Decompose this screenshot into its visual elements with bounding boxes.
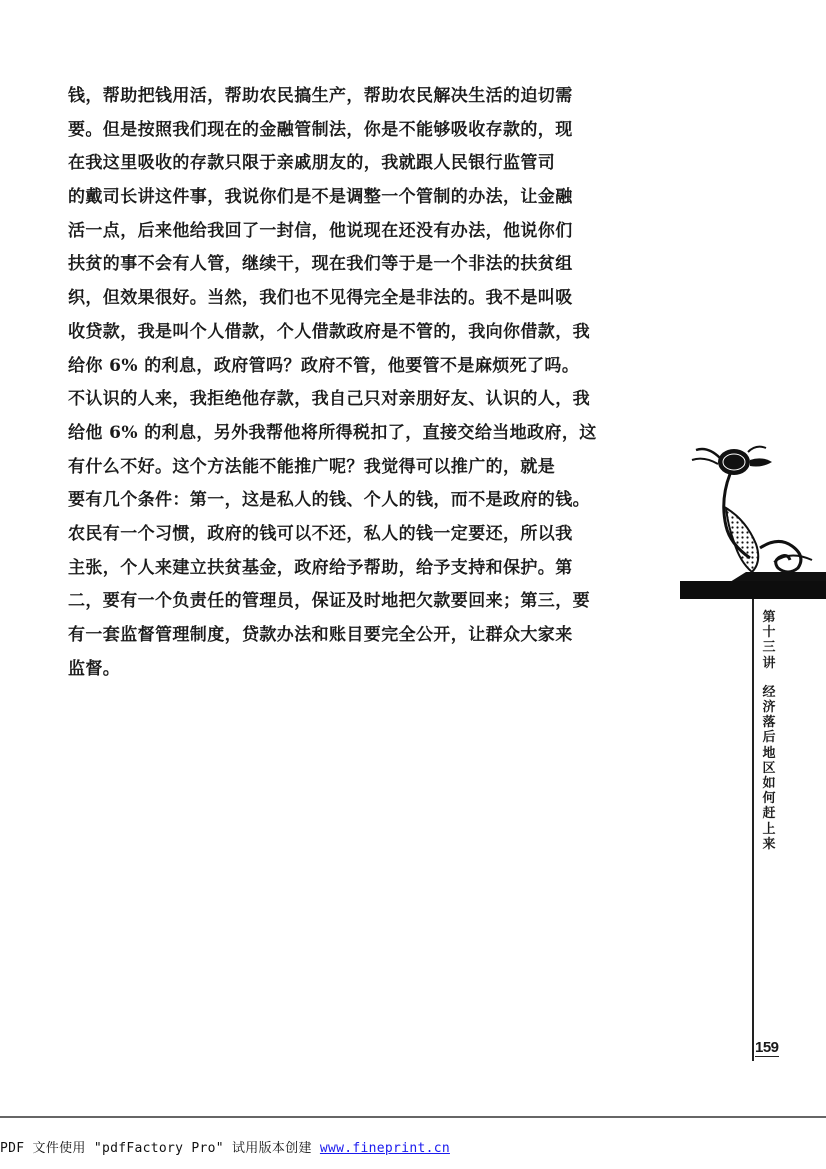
sidebar-black-bar xyxy=(680,581,826,599)
text-line: 收贷款，我是叫个人借款，个人借款政府是不管的，我向你借款，我 xyxy=(68,321,590,342)
footer-divider xyxy=(0,1116,826,1118)
footer-prefix: PDF 文件使用 "pdfFactory Pro" 试用版本创建 xyxy=(0,1141,320,1156)
text-line: 活一点，后来他给我回了一封信，他说现在还没有办法，他说你们 xyxy=(68,220,573,241)
text-line: 有什么不好。这个方法能不能推广呢？我觉得可以推广的，就是 xyxy=(68,456,556,477)
text-line: 给你 6% 的利息，政府管吗？政府不管，他要管不是麻烦死了吗。 xyxy=(68,355,580,376)
text-line: 要有几个条件：第一，这是私人的钱、个人的钱，而不是政府的钱。 xyxy=(68,490,590,511)
body-text xyxy=(68,80,636,686)
page-number: 159 xyxy=(755,1039,779,1056)
text-line: 农民有一个习惯，政府的钱可以不还，私人的钱一定要还，所以我 xyxy=(68,523,573,544)
text-line: 主张，个人来建立扶贫基金，政府给予帮助，给予支持和保护。第 xyxy=(68,557,573,578)
text-line: 不认识的人来，我拒绝他存款，我自己只对亲朋好友、认识的人，我 xyxy=(68,389,590,410)
text-line: 要。但是按照我们现在的金融管制法，你是不能够吸收存款的，现 xyxy=(68,119,573,140)
text-line: 有一套监督管理制度，贷款办法和账目要完全公开，让群众大家来 xyxy=(68,625,573,645)
footer-watermark xyxy=(0,1137,450,1156)
bird-plant-ornament-icon xyxy=(690,440,826,582)
text-line: 在我这里吸收的存款只限于亲戚朋友的，我就跟人民银行监管司 xyxy=(68,153,556,174)
text-line: 二，要有一个负责任的管理员，保证及时地把欠款要回来；第三，要 xyxy=(68,591,590,612)
chapter-title: 经济落后地区如何赶上来 xyxy=(762,684,776,852)
text-line: 织，但效果很好。当然，我们也不见得完全是非法的。我不是叫吸 xyxy=(68,288,573,309)
text-line: 钱，帮助把钱用活，帮助农民搞生产，帮助农民解决生活的迫切需 xyxy=(68,86,573,106)
sidebar-running-title xyxy=(760,610,778,852)
lecture-label: 第十三讲 xyxy=(762,610,776,671)
text-line: 扶贫的事不会有人管，继续干，现在我们等于是一个非法的扶贫组 xyxy=(68,254,573,275)
text-line: 的戴司长讲这件事，我说你们是不是调整一个管制的办法，让金融 xyxy=(68,187,573,208)
footer-link[interactable]: www.fineprint.cn xyxy=(319,1141,450,1156)
sidebar-vertical-rule xyxy=(752,599,754,1061)
text-line: 监督。 xyxy=(68,658,121,679)
text-line: 给他 6% 的利息，另外我帮他将所得税扣了，直接交给当地政府，这 xyxy=(68,422,597,443)
